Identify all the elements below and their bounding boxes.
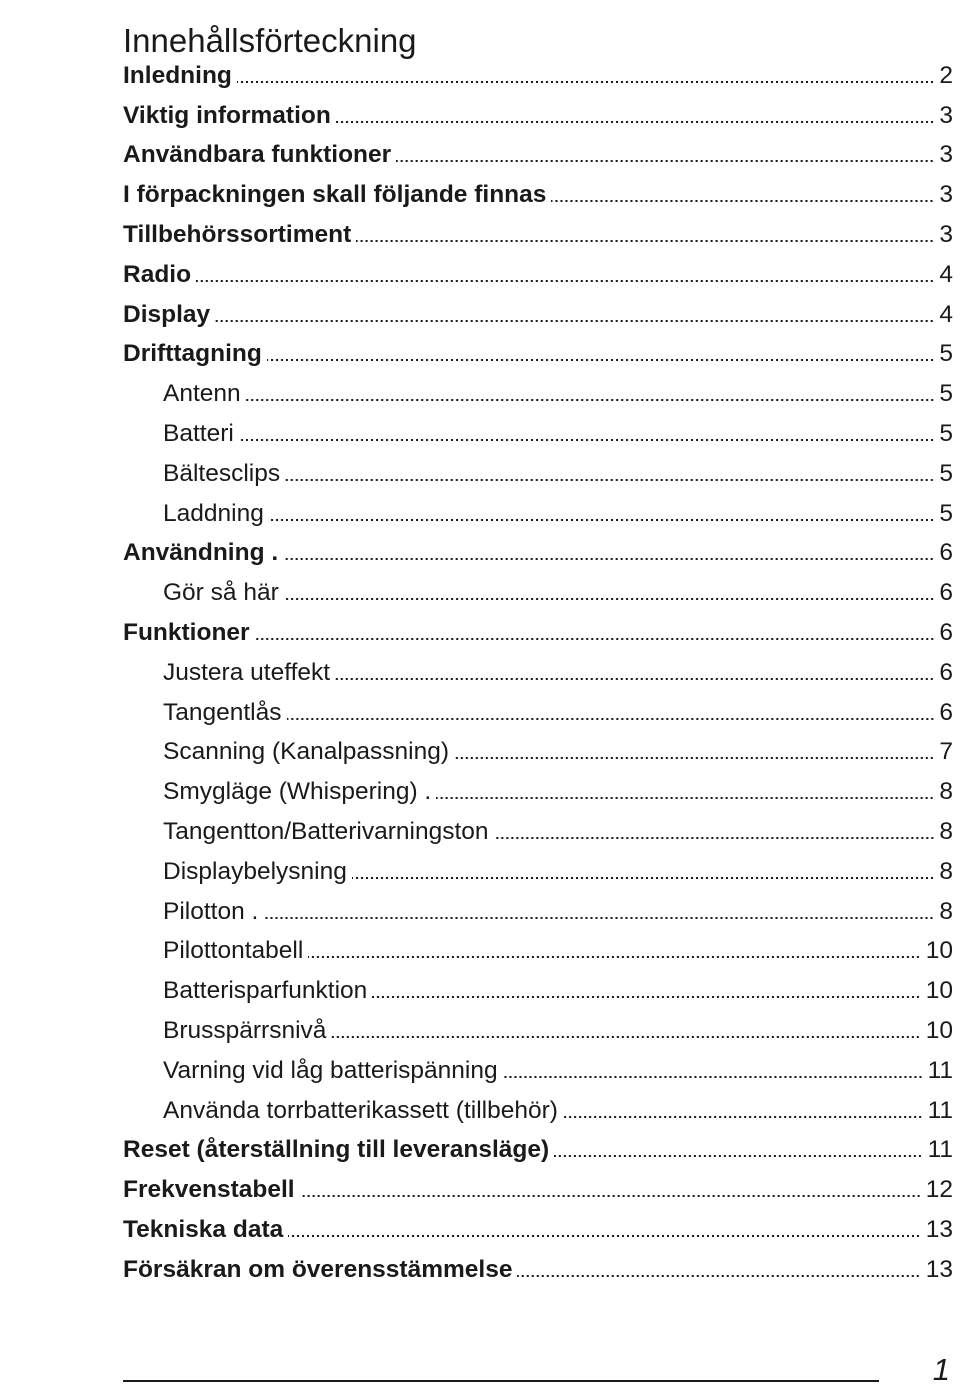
- toc-entry[interactable]: [123, 1210, 953, 1250]
- dot-leader: [503, 1076, 923, 1078]
- toc-entry[interactable]: [123, 1011, 953, 1051]
- dot-leader: [352, 877, 935, 879]
- toc-entry[interactable]: [123, 971, 953, 1011]
- toc-entry-label: Användning .: [123, 539, 279, 567]
- toc-entry[interactable]: [123, 772, 953, 812]
- toc-entry[interactable]: [123, 1170, 953, 1210]
- toc-entry-page: 10: [925, 977, 953, 1005]
- toc-entry[interactable]: [123, 454, 953, 494]
- toc-entry-page: 7: [939, 738, 953, 766]
- dot-leader: [269, 519, 935, 521]
- dot-leader: [308, 956, 920, 958]
- toc-entry-label: Frekvenstabell: [123, 1176, 295, 1204]
- toc-entry-page: 4: [939, 300, 953, 328]
- toc-entry-page: 11: [927, 1136, 953, 1164]
- dot-leader: [551, 200, 934, 202]
- toc-entry-page: 8: [939, 857, 953, 885]
- toc-entry-page: 4: [939, 260, 953, 288]
- toc-entry-page: 11: [927, 1056, 953, 1084]
- toc-entry-label: Scanning (Kanalpassning): [163, 738, 450, 766]
- toc-entry[interactable]: [123, 56, 953, 96]
- dot-leader: [396, 160, 934, 162]
- toc-entry-label: Pilottontabell: [163, 937, 304, 965]
- toc-entry-label: Varning vid låg batterispänning: [163, 1056, 498, 1084]
- toc-entry-page: 6: [939, 619, 953, 647]
- toc-entry[interactable]: [123, 136, 953, 176]
- toc-entry-label: Gör så här: [163, 579, 279, 607]
- toc-entry-label: Smygläge (Whispering) .: [163, 778, 432, 806]
- toc-entry-label: Justera uteffekt: [163, 658, 331, 686]
- toc-entry[interactable]: [123, 1131, 953, 1171]
- dot-leader: [283, 558, 934, 560]
- toc-entry-label: Drifttagning: [123, 340, 262, 368]
- dot-leader: [287, 718, 935, 720]
- toc-entry[interactable]: [123, 255, 953, 295]
- toc-entry-page: 8: [939, 897, 953, 925]
- toc-entry-label: Batteri: [163, 420, 234, 448]
- dot-leader: [196, 280, 934, 282]
- toc-entry[interactable]: [123, 693, 953, 733]
- toc-entry-page: 6: [939, 579, 953, 607]
- toc-entry[interactable]: [123, 175, 953, 215]
- dot-leader: [372, 996, 920, 998]
- dot-leader: [263, 917, 934, 919]
- dot-leader: [284, 598, 935, 600]
- footer-rule: [123, 1380, 879, 1382]
- toc-entry-label: Användbara funktioner: [123, 141, 392, 169]
- toc-entry-page: 13: [925, 1255, 953, 1283]
- toc-entry-page: 13: [925, 1216, 953, 1243]
- toc-entry-page: 8: [939, 778, 953, 806]
- toc-entry-page: 3: [939, 181, 953, 209]
- dot-leader: [215, 320, 934, 322]
- dot-leader: [436, 797, 934, 799]
- toc-entry-page: 6: [939, 539, 953, 567]
- toc-entry[interactable]: [123, 1091, 953, 1131]
- toc-entry[interactable]: [123, 852, 953, 892]
- dot-leader: [517, 1275, 920, 1277]
- toc-entry-label: Funktioner: [123, 619, 250, 647]
- dot-leader: [331, 1036, 920, 1038]
- dot-leader: [300, 1195, 921, 1197]
- toc-entry-page: 5: [939, 380, 953, 408]
- toc-entry-label: Tangentton/Batterivarningston: [163, 818, 489, 846]
- toc-entry[interactable]: [123, 892, 953, 932]
- toc-entry[interactable]: [123, 1051, 953, 1091]
- toc-entry[interactable]: [123, 1250, 953, 1290]
- toc-entry-page: 10: [925, 937, 953, 965]
- toc-entry-label: Bältesclips: [163, 459, 281, 487]
- toc-entry[interactable]: [123, 374, 953, 414]
- dot-leader: [239, 439, 935, 441]
- toc-entry-label: Använda torrbatterikassett (tillbehör): [163, 1096, 558, 1124]
- toc-entry-label: Brusspärrsnivå: [163, 1017, 327, 1045]
- toc-entry-page: 3: [939, 101, 953, 129]
- toc-entry-label: Pilotton .: [163, 897, 259, 925]
- toc-entry-page: 2: [939, 61, 953, 89]
- toc-entry-label: Reset (återställning till leveransläge): [123, 1136, 550, 1164]
- toc-entry[interactable]: [123, 96, 953, 136]
- dot-leader: [454, 757, 934, 759]
- toc-entry-label: Laddning: [163, 499, 264, 527]
- dot-leader: [255, 638, 935, 640]
- dot-leader: [285, 479, 934, 481]
- toc-entry[interactable]: [123, 295, 953, 335]
- toc-entry-page: 11: [927, 1096, 953, 1124]
- toc-entry-page: 5: [939, 459, 953, 487]
- toc-entry-label: Viktig information: [123, 101, 331, 129]
- toc-entry-label: Radio: [123, 260, 192, 288]
- dot-leader: [356, 240, 934, 242]
- toc-entry-page: 5: [939, 499, 953, 527]
- toc-entry-label: Tangentlås: [163, 698, 282, 726]
- toc-entry-page: 3: [939, 221, 953, 249]
- dot-leader: [267, 359, 935, 361]
- dot-leader: [335, 678, 934, 680]
- toc-entry-label: I förpackningen skall följande finnas: [123, 181, 547, 209]
- toc-entry-label: Batterisparfunktion: [163, 977, 368, 1005]
- toc-entry[interactable]: [123, 932, 953, 972]
- dot-leader: [563, 1116, 923, 1118]
- dot-leader: [246, 399, 935, 401]
- toc-entry[interactable]: [123, 812, 953, 852]
- toc-entry-label: Tillbehörssortiment: [123, 221, 352, 249]
- toc-entry-label: Displaybelysning: [163, 857, 347, 885]
- dot-leader: [336, 121, 935, 123]
- toc-entry-page: 12: [925, 1176, 953, 1204]
- toc-entry-label: Tekniska data: [123, 1216, 284, 1243]
- dot-leader: [494, 837, 935, 839]
- page-title: Innehållsförteckning: [123, 22, 417, 60]
- toc-entry-page: 5: [939, 340, 953, 368]
- toc-entry[interactable]: [123, 534, 953, 574]
- toc-entry-page: 10: [925, 1017, 953, 1045]
- toc-entry-page: 6: [939, 658, 953, 686]
- toc-entry[interactable]: [123, 414, 953, 454]
- table-of-contents: [123, 56, 953, 1290]
- toc-entry-label: Display: [123, 300, 211, 328]
- toc-entry[interactable]: [123, 573, 953, 613]
- toc-entry-page: 5: [939, 420, 953, 448]
- toc-entry[interactable]: [123, 494, 953, 534]
- toc-entry-label: Försäkran om överensstämmelse: [123, 1255, 513, 1283]
- dot-leader: [237, 81, 934, 83]
- toc-entry-page: 6: [939, 698, 953, 726]
- dot-leader: [288, 1235, 921, 1237]
- toc-entry-page: 3: [939, 141, 953, 169]
- toc-entry[interactable]: [123, 215, 953, 255]
- toc-entry[interactable]: [123, 335, 953, 375]
- toc-entry-page: 8: [939, 818, 953, 846]
- toc-entry-label: Antenn: [163, 380, 241, 408]
- toc-entry[interactable]: [123, 733, 953, 773]
- dot-leader: [554, 1155, 922, 1157]
- toc-entry-label: Inledning: [123, 61, 232, 89]
- page-number: 1: [932, 1352, 950, 1387]
- toc-entry[interactable]: [123, 613, 953, 653]
- toc-entry[interactable]: [123, 653, 953, 693]
